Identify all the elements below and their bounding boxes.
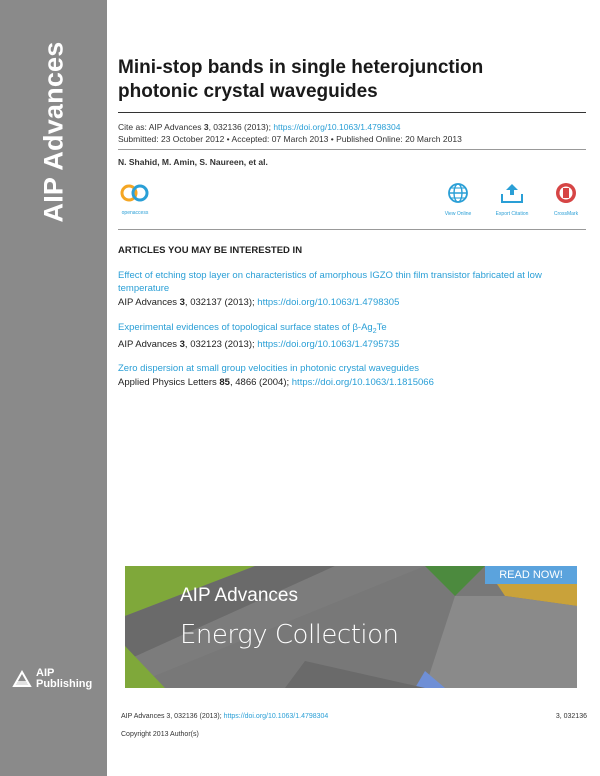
globe-icon	[447, 182, 469, 204]
crossmark-icon	[555, 182, 577, 204]
related-article-cite-1	[118, 296, 578, 309]
related-article-title-2[interactable]	[118, 321, 558, 338]
related-article-cite-2	[118, 338, 578, 351]
export-citation-label: Export Citation	[495, 211, 529, 217]
banner-subtitle: Energy Collection	[180, 620, 399, 650]
crossmark-label: CrossMark	[553, 211, 579, 217]
related-doi-link-3[interactable]: https://doi.org/10.1063/1.1815066	[291, 377, 434, 388]
copyright: Copyright 2013 Author(s)	[121, 731, 199, 738]
related-article-title-1[interactable]: Effect of etching stop layer on characteristics of amorphous IGZO thin film transistor fabricated at low temperature	[118, 270, 542, 294]
related-volume-2: 3	[179, 339, 185, 350]
cite-line	[118, 122, 400, 132]
related-title-2-sub: 2	[372, 327, 377, 335]
aip-publishing-icon	[12, 670, 32, 688]
related-volume-1: 3	[179, 297, 185, 308]
authors-line: N. Shahid, M. Amin, S. Naureen, et al.	[118, 157, 268, 167]
related-title-2-tail: Te	[376, 322, 387, 333]
badges-divider	[118, 229, 586, 230]
article-doi-link[interactable]: https://doi.org/10.1063/1.4798304	[273, 122, 401, 132]
view-online-label: View Online	[444, 211, 472, 217]
cite-prefix: Cite as: AIP Advances	[118, 122, 204, 132]
journal-sidebar	[0, 0, 107, 776]
ad-banner[interactable]	[125, 566, 577, 688]
footer-citation	[121, 713, 328, 720]
related-doi-link-1[interactable]: https://doi.org/10.1063/1.4798305	[257, 297, 400, 308]
related-rest-2: , 032123 (2013);	[184, 339, 258, 350]
related-volume-3: 85	[219, 377, 230, 388]
related-title-2-main: Experimental evidences of topological surface states of β-Ag	[118, 322, 373, 333]
publisher-line2: Publishing	[36, 678, 93, 690]
dates-line: Submitted: 23 October 2012 • Accepted: 07 March 2013 • Published Online: 20 March 2013	[118, 134, 462, 144]
publisher-line1: AIP	[36, 667, 55, 679]
related-rest-1: , 032137 (2013);	[184, 297, 258, 308]
footer-cite-text: AIP Advances 3, 032136 (2013);	[121, 713, 224, 720]
article-title: Mini-stop bands in single heterojunction photonic crystal waveguides	[118, 57, 484, 102]
banner-title: AIP Advances	[180, 585, 298, 606]
related-article-title-3[interactable]: Zero dispersion at small group velocities in photonic crystal waveguides	[118, 363, 419, 374]
journal-name: AIP Advances	[38, 41, 69, 223]
open-access-badge[interactable]	[118, 183, 152, 216]
related-journal-2: AIP Advances	[118, 339, 180, 350]
title-divider	[118, 112, 586, 113]
cite-volume: 3	[203, 122, 209, 132]
footer-page-id: 3, 032136	[555, 713, 587, 720]
export-citation-button[interactable]	[492, 182, 532, 217]
open-access-label: openaccess	[121, 210, 149, 216]
related-heading: ARTICLES YOU MAY BE INTERESTED IN	[118, 245, 303, 256]
related-doi-link-2[interactable]: https://doi.org/10.1063/1.4795735	[257, 339, 400, 350]
related-journal-3: Applied Physics Letters	[118, 377, 220, 388]
footer-doi-link[interactable]: https://doi.org/10.1063/1.4798304	[223, 713, 329, 720]
open-access-icon	[119, 183, 151, 203]
export-icon	[500, 182, 524, 204]
related-article-cite-3	[118, 376, 578, 389]
cite-rest: , 032136 (2013);	[208, 122, 274, 132]
publisher-logo[interactable]	[12, 668, 92, 690]
related-journal-1: AIP Advances	[118, 297, 180, 308]
related-rest-3: , 4866 (2004);	[229, 377, 292, 388]
crossmark-button[interactable]	[546, 182, 586, 217]
meta-divider	[118, 149, 586, 150]
read-now-button[interactable]: READ NOW!	[485, 566, 577, 584]
view-online-button[interactable]	[438, 182, 478, 217]
